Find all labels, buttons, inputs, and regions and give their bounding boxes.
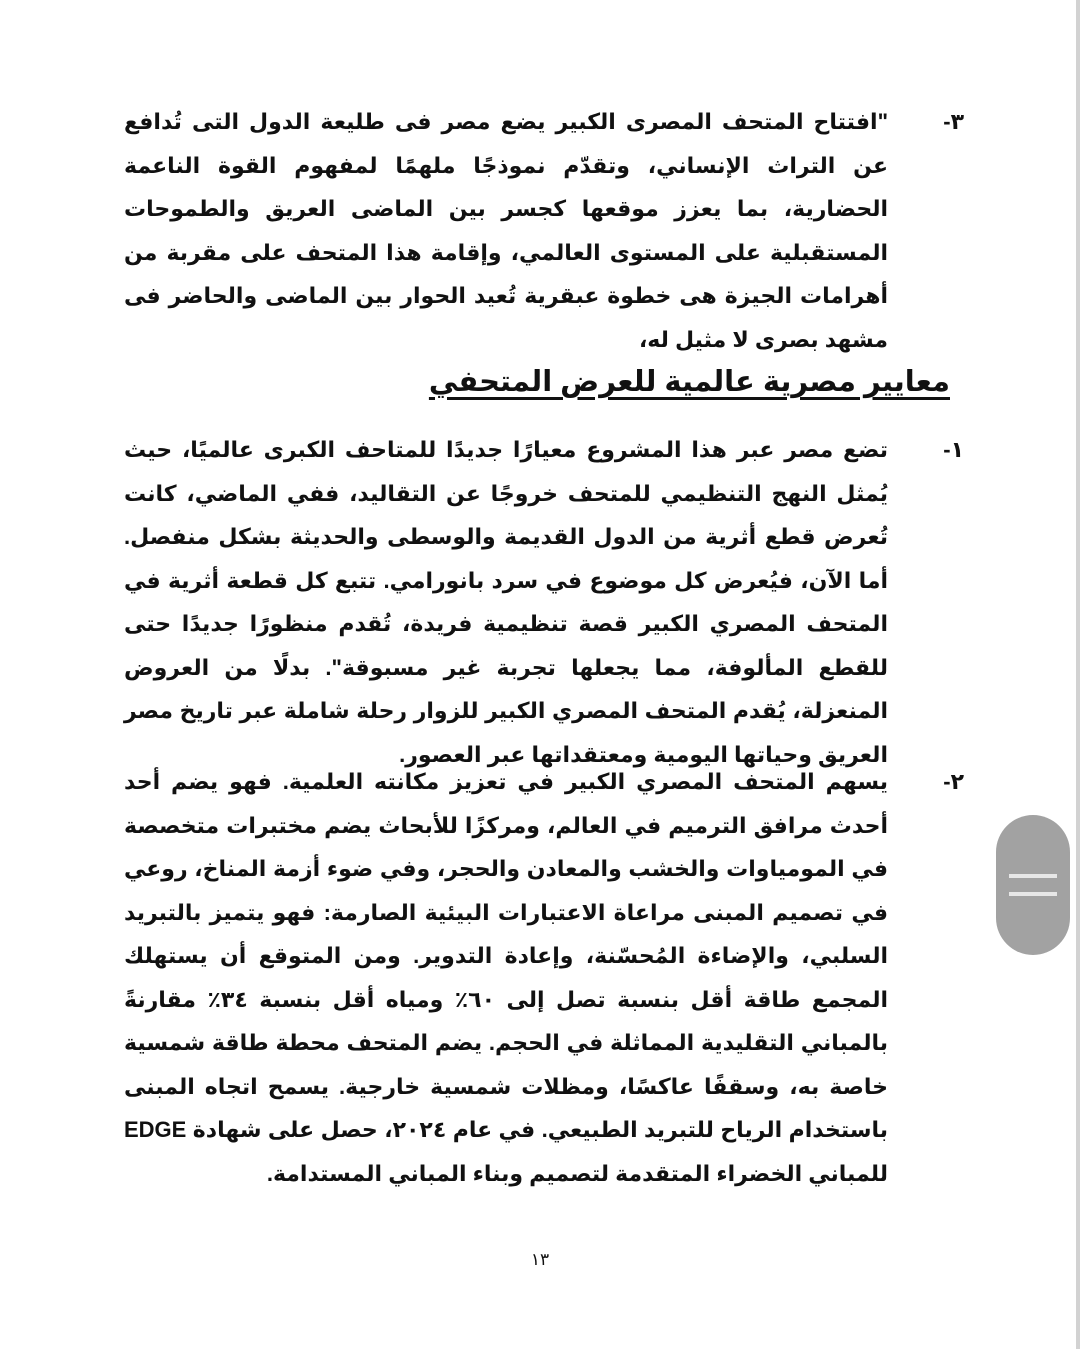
list-item-number: ١- (943, 437, 964, 462)
page-edge-divider (1076, 0, 1080, 1349)
section-heading: معايير مصرية عالمية للعرض المتحفي (428, 366, 950, 398)
list-item-number: ٣- (943, 109, 964, 134)
drag-handle-bar-bottom (1009, 892, 1057, 896)
list-item-2 (124, 760, 964, 1195)
list-item-text: "افتتاح المتحف المصرى الكبير يضع مصر فى طليعة الدول التى تُدافع عن التراث الإنساني، وتقدّم نموذجًا ملهمًا لمفهوم القوة الناعمة الحضارية، بما يعزز موقعها كجسر بين الماضى العريق والطموحات المستقبلية على المستوى العالمي، وإقامة هذا المتحف على مقربة من أهرامات الجيزة هى خطوة عبقرية تُعيد الحوار بين الماضى والحاضر فى مشهد بصرى لا مثيل له، (124, 109, 888, 352)
list-item-text: يسهم المتحف المصري الكبير في تعزيز مكانته العلمية. فهو يضم أحد أحدث مرافق الترميم في العالم، ومركزًا للأبحاث يضم مختبرات متخصصة في المومياوات والخشب والمعادن والحجر، وفي ضوء أزمة المناخ، روعي في تصميم المبنى مراعاة الاعتبارات البيئية الصارمة: فهو يتميز بالتبريد السلبي، والإضاءة المُحسّنة، وإعادة التدوير. ومن المتوقع أن يستهلك المجمع طاقة أقل بنسبة تصل إلى ٦٠٪ ومياه أقل بنسبة ٣٤٪ مقارنةً بالمباني التقليدية المماثلة في الحجم. يضم المتحف محطة طاقة شمسية خاصة به، وسقفًا عاكسًا، ومظلات شمسية خارجية. يسمح اتجاه المبنى باستخدام الرياح للتبريد الطبيعي. في عام ٢٠٢٤، حصل على شهادة EDGE للمباني الخضراء المتقدمة لتصميم وبناء المباني المستدامة. (124, 769, 888, 1186)
page-number: ١٣ (530, 1250, 550, 1269)
list-item-1 (124, 428, 964, 776)
drag-handle-bar-top (1009, 874, 1057, 878)
list-item-number: ٢- (943, 769, 964, 794)
list-item-text: تضع مصر عبر هذا المشروع معيارًا جديدًا للمتاحف الكبرى عالميًا، حيث يُمثل النهج التنظيمي للمتحف خروجًا عن التقاليد، ففي الماضي، كانت تُعرض قطع أثرية من الدول القديمة والوسطى والحديثة بشكل منفصل. أما الآن، فيُعرض كل موضوع في سرد بانورامي. تتبع كل قطعة أثرية في المتحف المصري الكبير قصة تنظيمية فريدة، تُقدم منظورًا جديدًا حتى للقطع المألوفة، مما يجعلها تجربة غير مسبوقة". بدلًا من العروض المنعزلة، يُقدم المتحف المصري الكبير للزوار رحلة شاملة عبر تاريخ مصر العريق وحياتها اليومية ومعتقداتها عبر العصور. (124, 437, 888, 767)
list-item-3 (124, 100, 964, 361)
fast-scroll-handle[interactable] (996, 815, 1070, 955)
